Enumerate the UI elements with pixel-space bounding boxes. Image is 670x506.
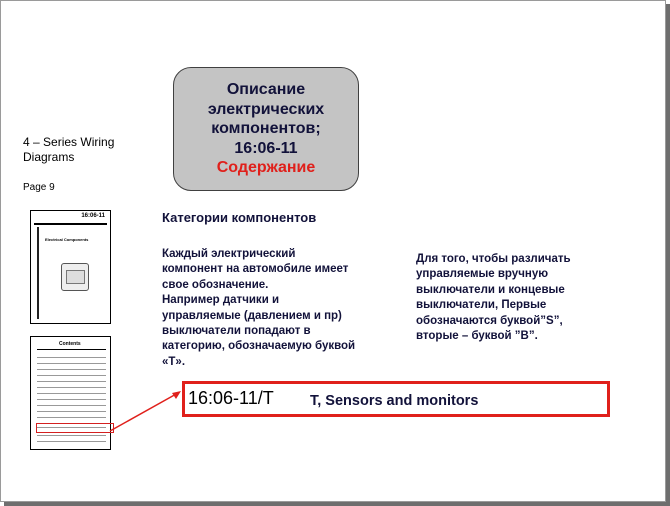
paragraph-line: выключатели и концевые bbox=[416, 283, 565, 296]
paragraph-line: выключатели попадают в bbox=[162, 325, 311, 338]
arrow-head-icon bbox=[172, 391, 181, 399]
paragraph-line: управляемые вручную bbox=[416, 268, 549, 281]
paragraph-line: свое обозначение. bbox=[162, 278, 269, 291]
title-subtitle: Содержание bbox=[216, 159, 316, 176]
paragraph-line: обозначаются буквой”S”, bbox=[416, 314, 563, 327]
title-line: Описание bbox=[226, 81, 306, 98]
section-heading-line: 4 – Series Wiring bbox=[23, 135, 115, 149]
title-line: компонентов; bbox=[211, 120, 321, 137]
title-line: электрических bbox=[207, 100, 325, 118]
paragraph-line: управляемые (давлением и пр) bbox=[162, 309, 342, 322]
paragraph-line: компонент на автомобиле имеет bbox=[162, 263, 349, 276]
page-label: Page 9 bbox=[23, 182, 55, 193]
highlight-code: 16:06-11/T bbox=[188, 388, 274, 408]
paragraph-line: категорию, обозначаемую буквой bbox=[162, 340, 356, 353]
arrow-line bbox=[110, 393, 178, 431]
paragraph-line: выключатели, Первые bbox=[416, 299, 547, 312]
categories-heading: Категории компонентов bbox=[162, 210, 317, 225]
title-line: 16:06-11 bbox=[234, 139, 298, 157]
paragraph-line: Для того, чтобы различать bbox=[416, 253, 571, 265]
thumbnail-number: 16:06-11 bbox=[81, 213, 105, 219]
paragraph-line: вторые – буквой ”B”. bbox=[416, 330, 538, 343]
section-heading-line: Diagrams bbox=[23, 150, 75, 164]
highlight-description: T, Sensors and monitors bbox=[310, 393, 479, 409]
thumbnail-caption: Electrical Components bbox=[45, 237, 89, 242]
paragraph-line: «T». bbox=[162, 355, 186, 368]
paragraph-line: Например датчики и bbox=[162, 294, 280, 307]
paragraph-line: Каждый электрический bbox=[162, 248, 296, 260]
contents-title: Contents bbox=[59, 341, 81, 347]
